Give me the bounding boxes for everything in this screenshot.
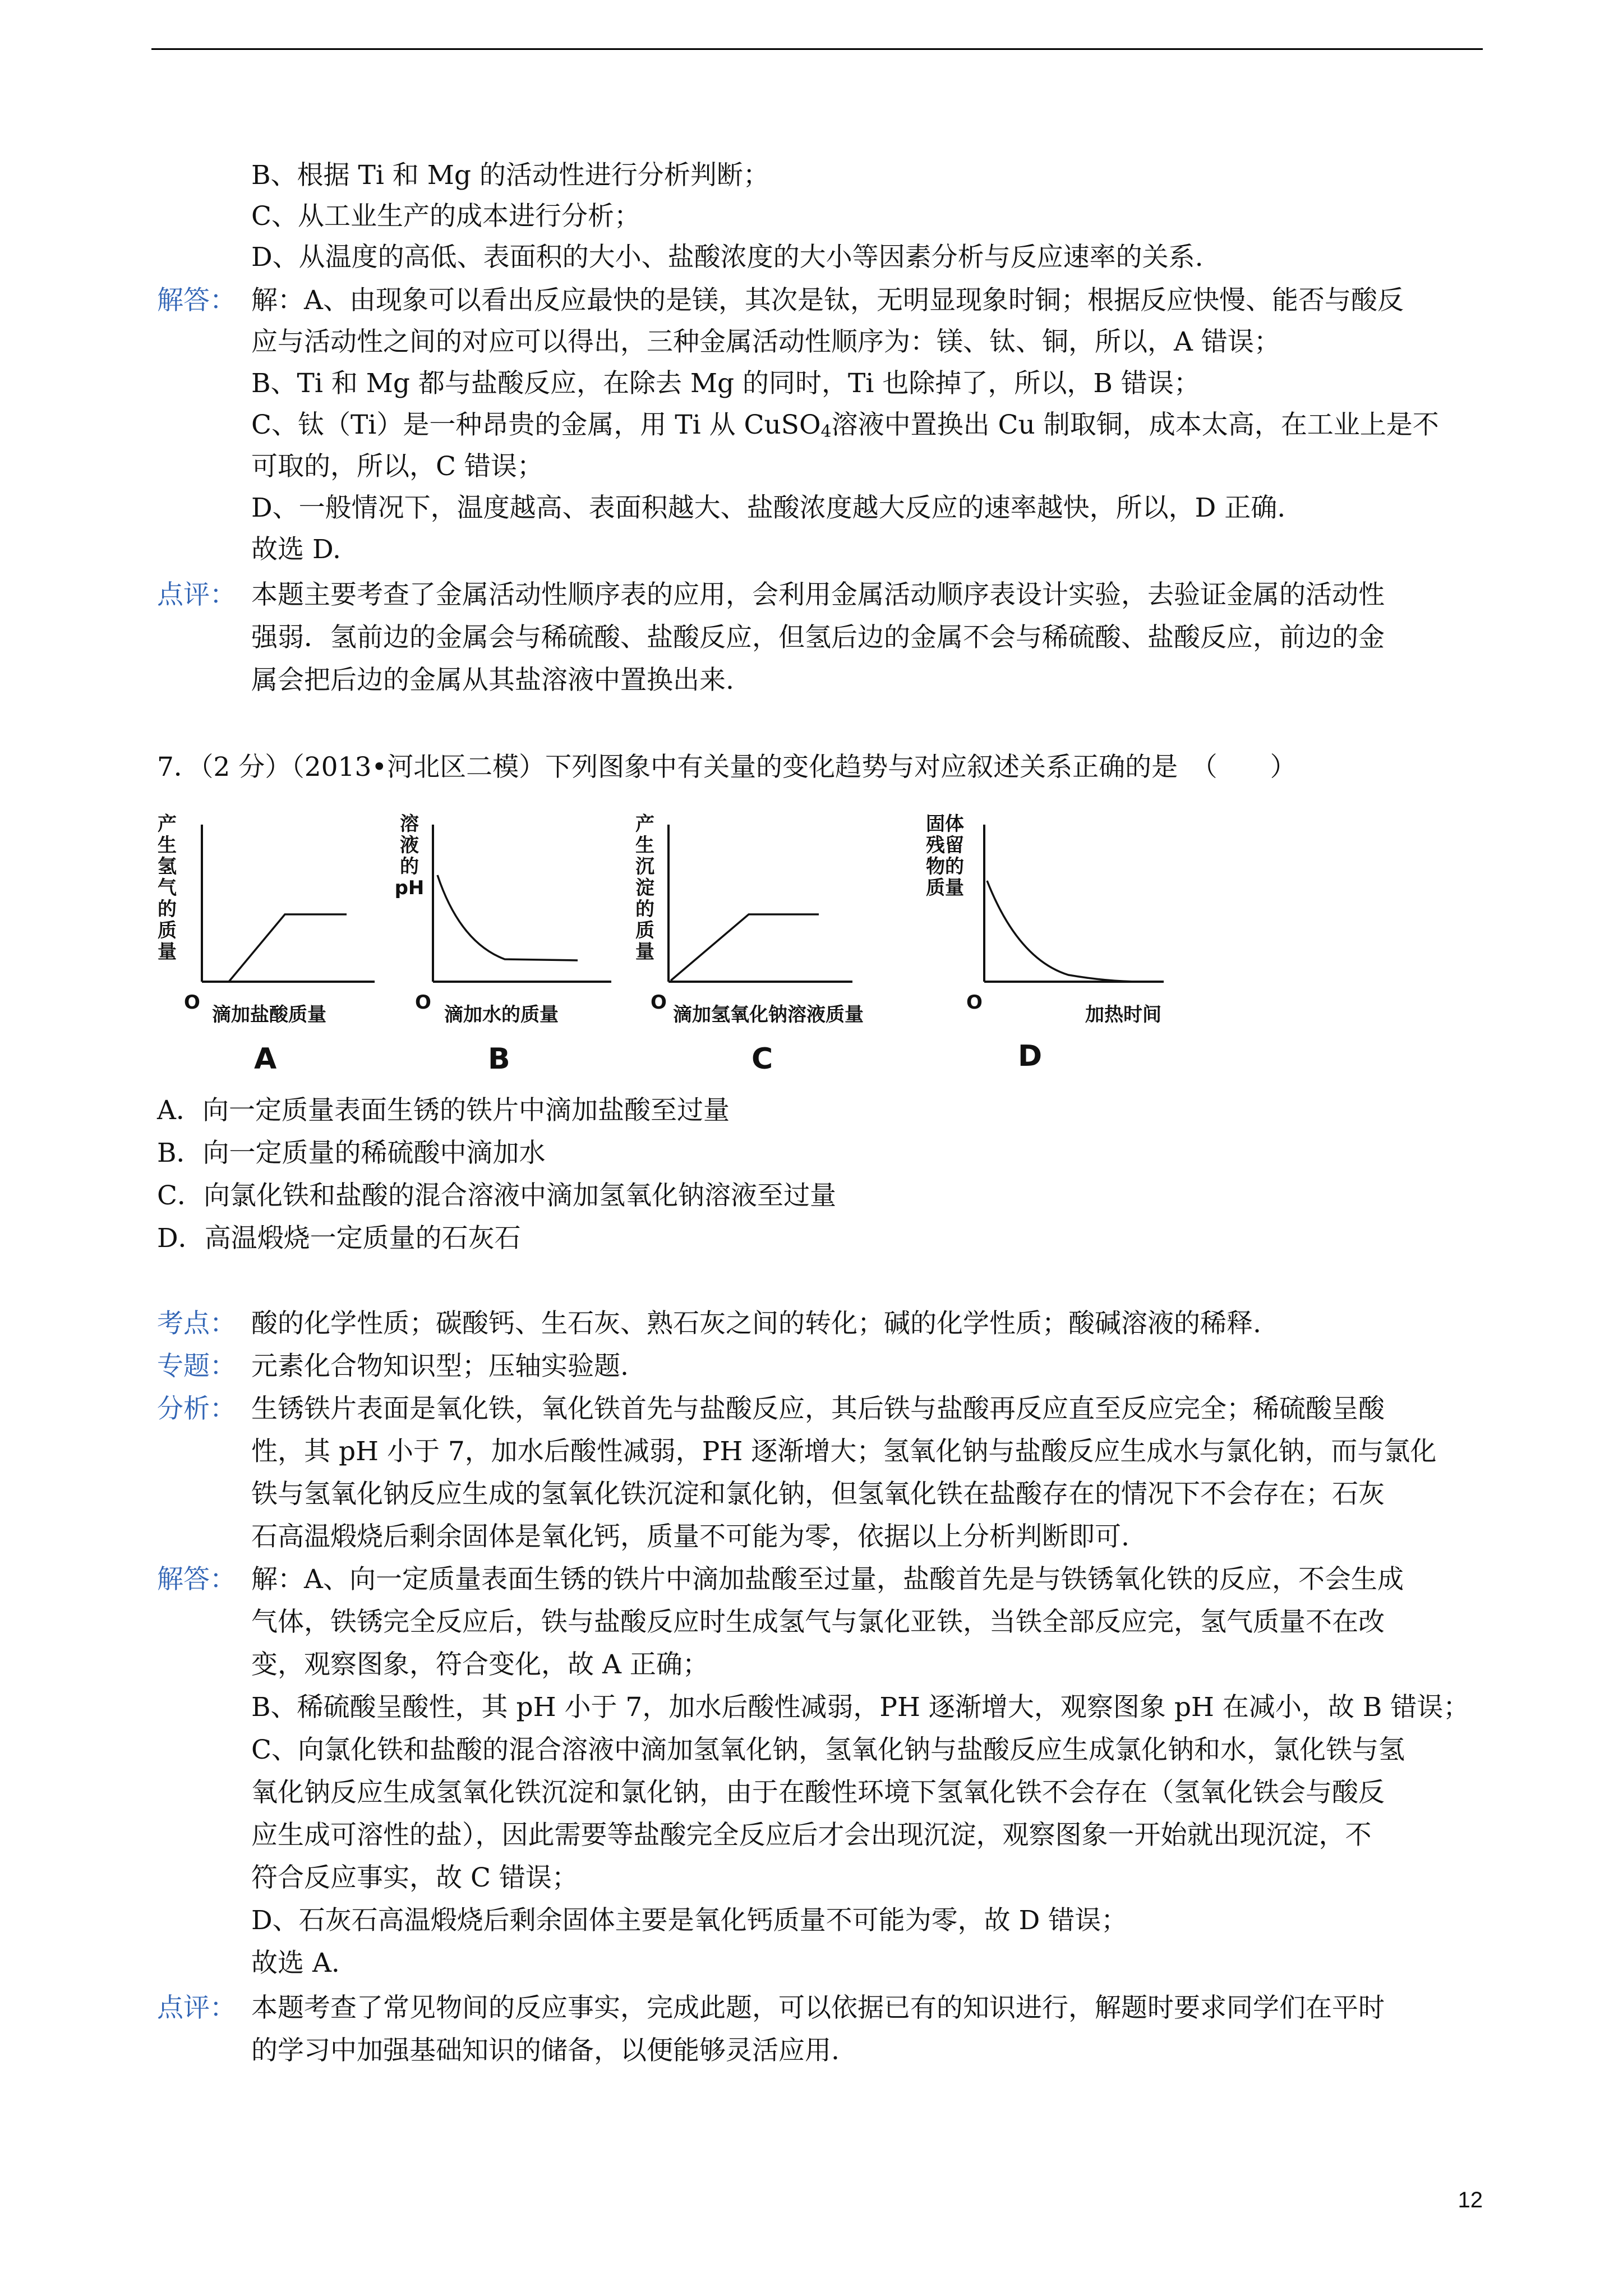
- q6-answer-line-6: D、一般情况下，温度越高、表面积越大、盐酸浓度越大反应的速率越快，所以，D 正确.: [251, 493, 1286, 523]
- q7-jieda-line-9: D、石灰石高温煅烧后剩余固体主要是氧化钙质量不可能为零，故 D 错误；: [251, 1905, 1128, 1936]
- q6-answer-line-1: 解：A、由现象可以看出反应最快的是镁，其次是钛，无明显现象时铜；根据反应快慢、能否与酸反: [251, 285, 1404, 316]
- graph-d-letter: D: [1018, 1039, 1043, 1073]
- graph-a-ylabel-2: 氢: [158, 855, 177, 878]
- q7-jieda-line-2: 气体，铁锈完全反应后，铁与盐酸反应时生成氢气与氯化亚铁，当铁全部反应完，氢气质量不在改: [251, 1607, 1385, 1637]
- q6-comment-line-2: 强弱．氢前边的金属会与稀硫酸、盐酸反应，但氢后边的金属不会与稀硫酸、盐酸反应，前边的金: [251, 622, 1385, 653]
- q6-answer-line-4: [251, 408, 1439, 449]
- q7-question: 7．（2 分）（2013•河北区二模）下列图象中有关量的变化趋势与对应叙述关系正确的是 （ ）: [157, 752, 1297, 783]
- q7-option-c: C．向氯化铁和盐酸的混合溶液中滴加氢氧化钠溶液至过量: [157, 1180, 836, 1211]
- graph-c-letter: C: [751, 1042, 773, 1076]
- q6-comment-tag: 点评：: [157, 579, 236, 610]
- q6-answer-line-4-pre: C、钛（Ti）是一种昂贵的金属，用 Ti 从 CuSO: [251, 409, 821, 440]
- q7-jieda-line-4: B、稀硫酸呈酸性，其 pH 小于 7，加水后酸性减弱，PH 逐渐增大，观察图象 pH 在减小，故 B 错误；: [251, 1692, 1470, 1723]
- graph-d-origin: O: [966, 991, 983, 1014]
- graph-c-ylabel-2: 沉: [635, 855, 654, 878]
- graph-b-origin: O: [415, 991, 431, 1014]
- graph-c-ylabel-5: 质: [635, 919, 654, 942]
- graph-d-ylabel-2: 物的: [926, 855, 964, 878]
- graph-a-ylabel-6: 量: [158, 941, 177, 963]
- q7-fenxi-line-4: 石高温煅烧后剩余固体是氧化钙，质量不可能为零，依据以上分析判断即可.: [251, 1521, 1129, 1552]
- q7-pingping-tag: 点评：: [157, 1993, 236, 2023]
- graph-a-ylabel-4: 的: [158, 898, 177, 921]
- q6-answer-line-3: B、Ti 和 Mg 都与盐酸反应，在除去 Mg 的同时，Ti 也除掉了，所以，B 错误；: [251, 368, 1200, 399]
- graph-c: [628, 813, 942, 1079]
- graph-b-letter: B: [488, 1042, 510, 1076]
- graph-a-ylabel-5: 质: [158, 919, 177, 942]
- graph-b-ylabel-0: 溶: [400, 813, 419, 835]
- q7-fenxi-line-3: 铁与氢氧化钠反应生成的氢氧化铁沉淀和氯化钠，但氢氧化铁在盐酸存在的情况下不会存在；石灰: [251, 1479, 1385, 1510]
- graph-a-origin: O: [184, 991, 200, 1014]
- graph-b-ylabel-1: 液: [400, 834, 419, 857]
- graph-c-ylabel-1: 生: [635, 834, 654, 857]
- q6-answer-line-4-sub: 4: [820, 422, 832, 441]
- q7-fenxi-line-2: 性，其 pH 小于 7，加水后酸性减弱，PH 逐渐增大；氢氧化钠与盐酸反应生成水与氯化钠，而与氯化: [251, 1436, 1437, 1467]
- graph-c-origin: O: [651, 991, 667, 1014]
- graph-b-xlabel: 滴加水的质量: [444, 1004, 559, 1026]
- graph-b-ylabel-3: pH: [394, 877, 425, 899]
- q7-pingping-line-2: 的学习中加强基础知识的储备，以便能够灵活应用.: [251, 2035, 840, 2066]
- q6-answer-line-4-post: 溶液中置换出 Cu 制取铜，成本太高，在工业上是不: [831, 409, 1439, 440]
- graph-d: [923, 813, 1214, 1079]
- q7-zhuanti-tag: 专题：: [157, 1351, 236, 1382]
- analysis-line-b: B、根据 Ti 和 Mg 的活动性进行分析判断；: [251, 160, 769, 191]
- q6-comment-line-1: 本题主要考查了金属活动性顺序表的应用，会利用金属活动顺序表设计实验，去验证金属的活动性: [251, 579, 1385, 610]
- q7-fenxi-tag: 分析：: [157, 1393, 236, 1424]
- graph-d-ylabel-0: 固体: [926, 813, 964, 835]
- graph-a-letter: A: [254, 1042, 277, 1076]
- graph-d-ylabel-3: 质量: [926, 877, 964, 899]
- q7-jieda-line-10: 故选 A.: [251, 1948, 340, 1978]
- header-rule: [151, 48, 1483, 50]
- graph-a-curve: [229, 914, 347, 982]
- q7-jieda-tag: 解答：: [157, 1564, 236, 1595]
- graph-c-xlabel: 滴加氢氧化钠溶液质量: [673, 1004, 864, 1026]
- graph-a-ylabel-0: 产: [158, 813, 177, 835]
- analysis-line-c: C、从工业生产的成本进行分析；: [251, 201, 640, 232]
- q7-jieda-line-6: 氧化钠反应生成氢氧化铁沉淀和氯化钠，由于在酸性环境下氢氧化铁不会存在（氢氧化铁会与酸反: [251, 1777, 1385, 1808]
- graph-d-xlabel: 加热时间: [1085, 1004, 1161, 1026]
- q7-jieda-line-5: C、向氯化铁和盐酸的混合溶液中滴加氢氧化钠，氢氧化钠与盐酸反应生成氯化钠和水，氯化铁与氢: [251, 1734, 1405, 1765]
- q7-option-d: D．高温煅烧一定质量的石灰石: [157, 1223, 521, 1254]
- q7-jieda-line-3: 变，观察图象，符合变化，故 A 正确；: [251, 1649, 709, 1680]
- graph-a-ylabel-3: 气: [158, 877, 177, 899]
- analysis-line-d: D、从温度的高低、表面积的大小、盐酸浓度的大小等因素分析与反应速率的关系.: [251, 242, 1204, 273]
- q7-jieda-line-1: 解：A、向一定质量表面生锈的铁片中滴加盐酸至过量，盐酸首先是与铁锈氧化铁的反应，不会生成: [251, 1564, 1404, 1595]
- q7-kaodian-tag: 考点：: [157, 1308, 236, 1339]
- graph-b-curve: [437, 875, 578, 960]
- graph-b: [393, 813, 617, 1079]
- q7-option-a: A．向一定质量表面生锈的铁片中滴加盐酸至过量: [157, 1095, 730, 1126]
- q7-jieda-line-7: 应生成可溶性的盐），因此需要等盐酸完全反应后才会出现沉淀，观察图象一开始就出现沉淀，不: [251, 1820, 1372, 1851]
- page-number: 12: [1458, 2188, 1483, 2212]
- q7-jieda-line-8: 符合反应事实，故 C 错误；: [251, 1862, 578, 1893]
- q7-pingping-line-1: 本题考查了常见物间的反应事实，完成此题，可以依据已有的知识进行，解题时要求同学们在平时: [251, 1993, 1385, 2023]
- q6-comment-line-3: 属会把后边的金属从其盐溶液中置换出来.: [251, 665, 734, 696]
- graph-b-ylabel-2: 的: [400, 855, 419, 878]
- graph-d-curve: [987, 881, 1141, 982]
- q7-option-b: B．向一定质量的稀硫酸中滴加水: [157, 1138, 546, 1168]
- graph-a-ylabel-1: 生: [158, 834, 177, 857]
- q7-kaodian: 酸的化学性质；碳酸钙、生石灰、熟石灰之间的转化；碱的化学性质；酸碱溶液的稀释.: [251, 1308, 1261, 1339]
- q6-answer-line-2: 应与活动性之间的对应可以得出，三种金属活动性顺序为：镁、钛、铜，所以，A 错误；: [251, 326, 1280, 357]
- q7-fenxi-line-1: 生锈铁片表面是氧化铁，氧化铁首先与盐酸反应，其后铁与盐酸再反应直至反应完全；稀硫酸呈酸: [251, 1393, 1385, 1424]
- q7-zhuanti: 元素化合物知识型；压轴实验题.: [251, 1351, 629, 1382]
- q6-answer-line-7: 故选 D.: [251, 534, 341, 565]
- q6-answer-line-5: 可取的，所以，C 错误；: [251, 451, 543, 482]
- graph-d-ylabel-1: 残留: [926, 834, 964, 857]
- graph-a: [150, 813, 380, 1079]
- graph-c-ylabel-0: 产: [635, 813, 654, 835]
- graph-a-xlabel: 滴加盐酸质量: [212, 1004, 326, 1026]
- graph-c-ylabel-6: 量: [635, 941, 654, 963]
- graph-c-ylabel-4: 的: [635, 898, 654, 921]
- graph-c-ylabel-3: 淀: [635, 877, 654, 899]
- graph-c-curve: [671, 914, 819, 981]
- q6-answer-tag: 解答：: [157, 285, 236, 316]
